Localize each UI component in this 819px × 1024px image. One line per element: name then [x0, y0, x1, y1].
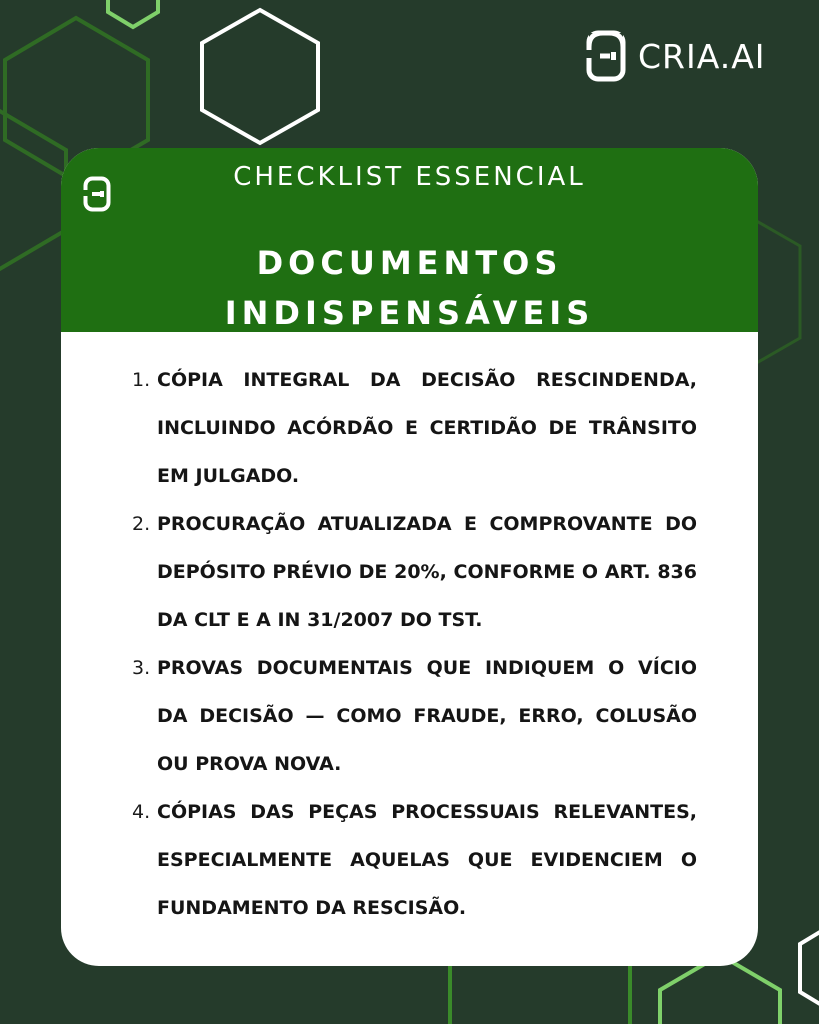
list-item [132, 356, 697, 500]
cria-ai-logo-icon [586, 30, 626, 82]
card-title-line-2: INDISPENSÁVEIS [224, 294, 595, 332]
card-header [61, 148, 758, 332]
list-item-number: 2. [132, 513, 151, 535]
list-item-number: 3. [132, 657, 151, 679]
list-item-text: PROCURAÇÃO ATUALIZADA E COMPROVANTE DO DEPÓSITO PRÉVIO DE 20%, CONFORME O ART. 836 DA CLT E A IN 31/2007 DO TST. [157, 513, 697, 631]
card-eyebrow: CHECKLIST ESSENCIAL [233, 162, 586, 192]
list-item [132, 500, 697, 644]
list-item-text: CÓPIA INTEGRAL DA DECISÃO RESCINDENDA, INCLUINDO ACÓRDÃO E CERTIDÃO DE TRÂNSITO EM JULGADO. [157, 369, 697, 487]
card-title-line-1: DOCUMENTOS [256, 244, 563, 282]
brand-logo [586, 30, 766, 82]
list-item-text: CÓPIAS DAS PEÇAS PROCESSUAIS RELEVANTES, ESPECIALMENTE AQUELAS QUE EVIDENCIEM O FUNDAMENTO DA RESCISÃO. [157, 801, 697, 919]
list-item [132, 644, 697, 788]
hexagon-outline-white-top [202, 10, 318, 143]
card-title [61, 238, 758, 338]
list-item-number: 1. [132, 369, 151, 391]
documents-checklist [132, 356, 697, 932]
hexagon-outline-light-top [108, 0, 158, 27]
list-item-number: 4. [132, 801, 151, 823]
brand-name: CRIA.AI [638, 36, 766, 76]
hexagon-outline-white-bottom-right [800, 920, 819, 1016]
list-item [132, 788, 697, 932]
checklist-card [61, 148, 758, 966]
hexagon-outline-dark-left-2 [0, 110, 66, 270]
list-item-text: PROVAS DOCUMENTAIS QUE INDIQUEM O VÍCIO DA DECISÃO — COMO FRAUDE, ERRO, COLUSÃO OU PROVA NOVA. [157, 657, 697, 775]
